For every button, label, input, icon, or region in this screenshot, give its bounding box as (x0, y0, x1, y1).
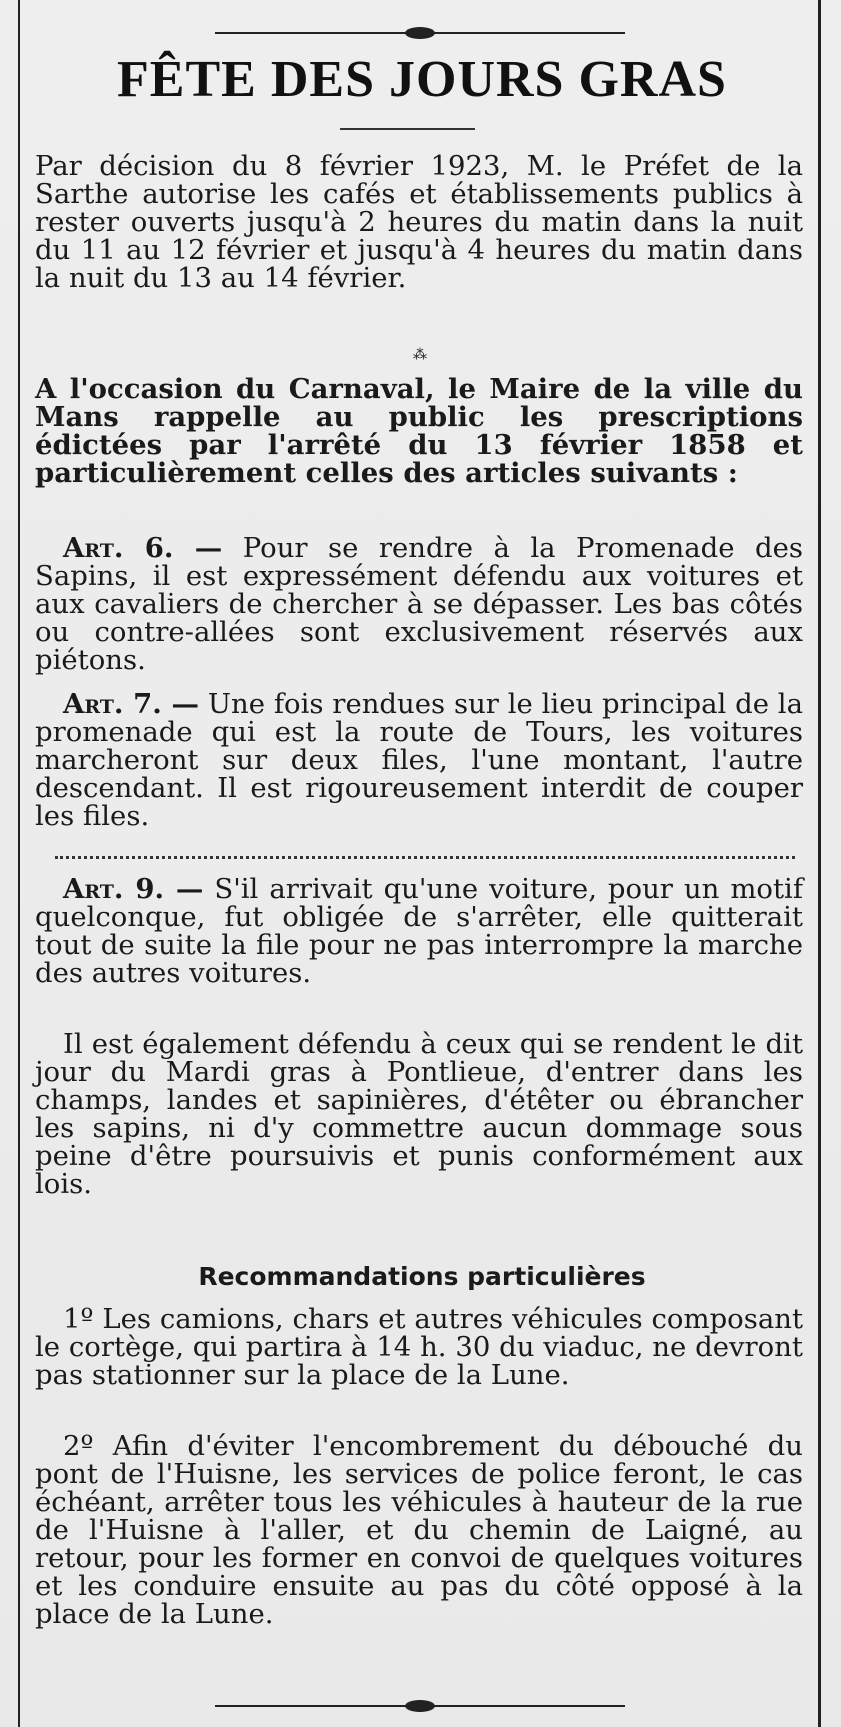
maire-paragraph (35, 375, 803, 487)
bottom-ornament-rule (215, 1695, 625, 1717)
article-6 (35, 534, 803, 674)
article-7-label: Art. 7. — (63, 688, 200, 720)
article-9-text: S'il arrivait qu'une voiture, pour un motif quelconque, fut obligée de s'arrêter, elle quitterait tout de suite la file pour ne pas interrompre la marche des autres voitures. (35, 873, 803, 989)
article-6-label: Art. 6. — (63, 532, 223, 564)
article-7-text: Une fois rendues sur le lieu principal de la promenade qui est la route de Tours, les voitures marcheront sur deux files, l'une montant, l'autre descendant. Il est rigoureusement interdit de couper les files. (35, 688, 803, 832)
ellipsis-dotted-line (55, 856, 795, 859)
headline-underline (340, 128, 475, 130)
column-rule-left (18, 0, 20, 1727)
top-ornament-rule (215, 22, 625, 44)
recommandation-2 (35, 1432, 803, 1628)
recommandation-1 (35, 1305, 803, 1389)
adjacent-column-fragment (824, 0, 841, 1727)
defense-paragraph (35, 1030, 803, 1198)
article-9-label: Art. 9. — (63, 873, 204, 905)
recommandation-1-text: 1º Les camions, chars et autres véhicules composant le cortège, qui partira à 14 h. 30 du viaduc, ne devront pas stationner sur la place de la Lune. (35, 1303, 803, 1391)
intro-paragraph: Par décision du 8 février 1923, M. le Préfet de la Sarthe autorise les cafés et établissements publics à rester ouverts jusqu'à 2 heures du matin dans la nuit du 11 au 12 février et jusqu'à 4 heures du matin dans la nuit du 13 au 14 février. (35, 150, 803, 294)
defense-text: Il est également défendu à ceux qui se rendent le dit jour du Mardi gras à Pontlieue, d'entrer dans les champs, landes et sapinières, d'étêter ou ébrancher les sapins, ni d'y commettre aucun dommage sous peine d'être poursuivis et punis conformément aux lois. (35, 1028, 803, 1200)
column-rule-right (818, 0, 821, 1727)
article-6-text: Pour se rendre à la Promenade des Sapins, il est expressément défendu aux voitures et aux cavaliers de chercher à se dépasser. Les bas côtés ou contre-allées sont exclusivement réservés aux piétons. (35, 532, 803, 676)
headline: FÊTE DES JOURS GRAS (117, 51, 727, 108)
article-9 (35, 875, 803, 987)
recommandations-heading: Recommandations particulières (198, 1262, 646, 1291)
article-7 (35, 690, 803, 830)
recommandation-2-text: 2º Afin d'éviter l'encombrement du débouché du pont de l'Huisne, les services de police feront, le cas échéant, arrêter tous les véhicules à hauteur de la rue de l'Huisne à l'aller, et du chemin de Laigné, au retour, pour les former en convoi de quelques voitures et les conduire ensuite au pas du côté opposé à la place de la Lune. (35, 1430, 803, 1630)
asterism-separator: ⁂ (413, 347, 427, 363)
maire-lead: A l'occasion du Carnaval, le Maire de la ville du Mans rappelle au public les prescriptions édictées par l'arrêté du 13 février 1858 et particulièrement celles des articles suivants : (35, 373, 803, 489)
